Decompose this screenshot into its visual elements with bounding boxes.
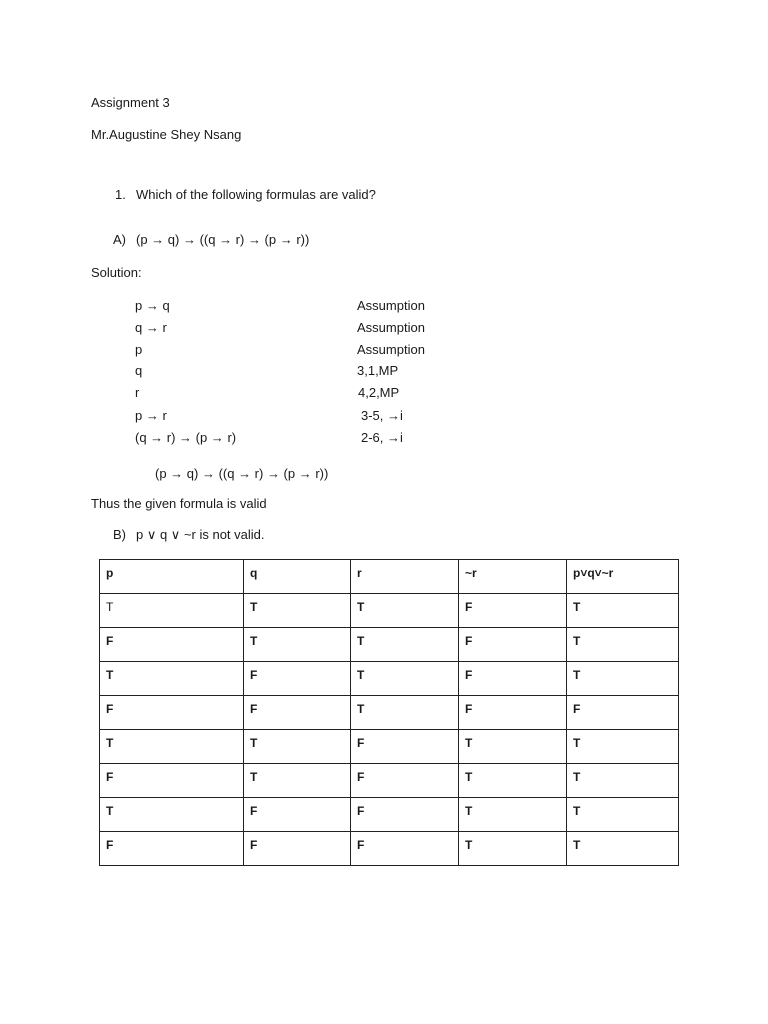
part-a-formula: (p → q) → ((q → r) → (p → r))	[136, 232, 310, 247]
proof-statement: r	[135, 385, 140, 400]
table-cell: F	[459, 662, 567, 696]
table-cell: T	[567, 594, 679, 628]
table-cell: T	[567, 798, 679, 832]
table-row	[100, 628, 679, 662]
table-cell: T	[244, 764, 351, 798]
conclusion-text: Thus the given formula is valid	[91, 496, 267, 511]
table-cell: T	[567, 662, 679, 696]
table-row	[100, 798, 679, 832]
part-b-label: B)	[113, 527, 126, 542]
table-cell: F	[459, 628, 567, 662]
table-cell: F	[244, 798, 351, 832]
table-cell: F	[100, 696, 244, 730]
proof-justification: Assumption	[357, 342, 425, 357]
table-cell: T	[351, 628, 459, 662]
table-cell: T	[100, 798, 244, 832]
proof-statement: q	[135, 363, 143, 378]
table-row	[100, 832, 679, 866]
table-header-cell: q	[244, 560, 351, 594]
proof-statement: p → q	[135, 298, 170, 313]
table-cell: T	[244, 730, 351, 764]
table-cell: T	[567, 832, 679, 866]
table-cell: T	[459, 798, 567, 832]
table-cell: T	[459, 764, 567, 798]
table-row	[100, 594, 679, 628]
table-cell: T	[100, 594, 244, 628]
table-cell: F	[459, 696, 567, 730]
table-cell: T	[567, 628, 679, 662]
solution-label: Solution:	[91, 265, 142, 280]
table-row	[100, 662, 679, 696]
table-cell: F	[459, 594, 567, 628]
table-cell: T	[567, 764, 679, 798]
proof-statement: p → r	[135, 408, 167, 423]
table-cell: T	[351, 594, 459, 628]
part-a-label: A)	[113, 232, 126, 247]
question-number: 1.	[115, 187, 126, 202]
table-cell: F	[351, 798, 459, 832]
table-cell: F	[351, 730, 459, 764]
proof-justification: 2-6, →i	[361, 430, 403, 445]
table-row	[100, 730, 679, 764]
table-cell: F	[567, 696, 679, 730]
table-cell: F	[244, 696, 351, 730]
table-cell: T	[459, 730, 567, 764]
proof-statement: p	[135, 342, 143, 357]
table-cell: T	[459, 832, 567, 866]
table-cell: T	[100, 730, 244, 764]
table-cell: F	[351, 832, 459, 866]
truth-table	[99, 559, 679, 866]
part-b-text: p ∨ q ∨ ~r is not valid.	[136, 527, 265, 542]
table-header-cell: p˅q˅~r	[567, 560, 679, 594]
table-row	[100, 696, 679, 730]
table-cell: F	[244, 662, 351, 696]
table-cell: F	[100, 628, 244, 662]
conclusion-formula: (p → q) → ((q → r) → (p → r))	[155, 466, 329, 481]
proof-statement: q → r	[135, 320, 167, 335]
table-header-row	[100, 560, 679, 594]
table-header-cell: ~r	[459, 560, 567, 594]
table-cell: T	[244, 594, 351, 628]
author-name: Mr.Augustine Shey Nsang	[91, 127, 242, 142]
proof-justification: 3,1,MP	[357, 363, 399, 378]
table-cell: T	[567, 730, 679, 764]
table-header-cell: r	[351, 560, 459, 594]
proof-justification: Assumption	[357, 298, 425, 313]
table-cell: T	[100, 662, 244, 696]
table-cell: F	[100, 764, 244, 798]
proof-statement: (q → r) → (p → r)	[135, 430, 237, 445]
table-cell: T	[351, 696, 459, 730]
proof-justification: 4,2,MP	[358, 385, 400, 400]
question-text: Which of the following formulas are valid?	[136, 187, 376, 202]
table-cell: F	[351, 764, 459, 798]
assignment-title: Assignment 3	[91, 95, 170, 110]
table-cell: T	[351, 662, 459, 696]
table-cell: F	[100, 832, 244, 866]
proof-justification: Assumption	[357, 320, 425, 335]
table-header-cell: p	[100, 560, 244, 594]
table-cell: T	[244, 628, 351, 662]
table-cell: F	[244, 832, 351, 866]
proof-justification: 3-5, →i	[361, 408, 403, 423]
table-row	[100, 764, 679, 798]
